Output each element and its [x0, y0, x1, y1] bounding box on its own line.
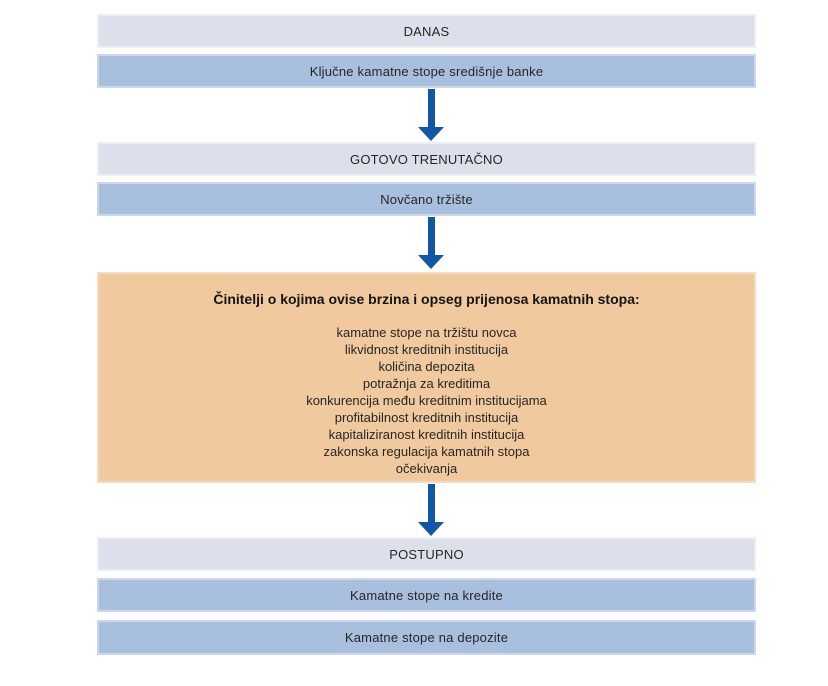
down-arrow-stem [428, 217, 435, 255]
flow-bar-loan-rates-label: Kamatne stope na kredite [350, 587, 503, 603]
factors-list [99, 324, 754, 477]
factors-title: Činitelji o kojima ovise brzina i opseg prijenosa kamatnih stopa: [213, 291, 640, 307]
timing-bar-today [97, 14, 756, 48]
flow-bar-money-market-label: Novčano tržište [380, 191, 473, 207]
factors-list-item: količina depozita [378, 359, 475, 374]
factors-list-item: likvidnost kreditnih institucija [344, 342, 509, 357]
down-arrow-icon [413, 484, 449, 536]
down-arrow-stem [428, 89, 435, 127]
factors-list-item: kamatne stope na tržištu novca [336, 325, 517, 340]
flow-bar-money-market [97, 182, 756, 216]
factors-list-item: konkurencija među kreditnim institucijama [306, 393, 547, 408]
down-arrow-icon [413, 217, 449, 269]
down-arrow-head [418, 255, 444, 269]
timing-bar-gradual [97, 537, 756, 571]
flow-bar-central-bank-rates [97, 54, 756, 88]
factors-list-item: kapitaliziranost kreditnih institucija [328, 427, 525, 442]
down-arrow-stem [428, 484, 435, 522]
flow-bar-central-bank-rates-label: Ključne kamatne stope središnje banke [309, 63, 544, 79]
flow-bar-loan-rates [97, 578, 756, 612]
down-arrow-head [418, 522, 444, 536]
timing-bar-almost-immediate [97, 142, 756, 176]
timing-bar-almost-immediate-label: GOTOVO TRENUTAČNO [350, 151, 503, 167]
timing-bar-gradual-label: POSTUPNO [389, 546, 464, 562]
flow-bar-deposit-rates [97, 620, 756, 655]
down-arrow-head [418, 127, 444, 141]
down-arrow-icon [413, 89, 449, 141]
factors-list-item: potražnja za kreditima [362, 376, 491, 391]
timing-bar-today-label: DANAS [403, 23, 450, 39]
factors-list-item: profitabilnost kreditnih institucija [334, 410, 519, 425]
factors-box [97, 272, 756, 483]
factors-list-item: očekivanja [395, 461, 458, 476]
flow-bar-deposit-rates-label: Kamatne stope na depozite [344, 630, 509, 645]
factors-list-item: zakonska regulacija kamatnih stopa [323, 444, 530, 459]
